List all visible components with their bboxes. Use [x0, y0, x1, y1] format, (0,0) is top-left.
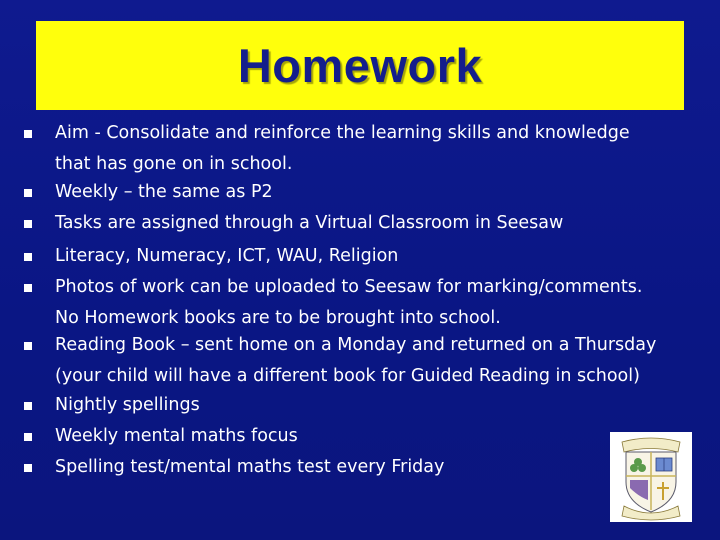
bullet-text: Nightly spellings	[55, 395, 200, 415]
slide-title: Homework	[237, 39, 483, 92]
bullet-text: Photos of work can be uploaded to Seesaw for marking/comments.	[55, 277, 643, 297]
bullet-text: Weekly – the same as P2	[55, 182, 273, 202]
bullet-item-aim	[55, 118, 695, 180]
bullet-item-friday-test	[55, 452, 695, 483]
school-crest-icon	[610, 432, 692, 522]
square-bullet-icon	[24, 284, 32, 292]
bullet-text: Reading Book – sent home on a Monday and returned on a Thursday	[55, 335, 657, 355]
bullet-item-spellings	[55, 390, 695, 421]
bullet-item-photos	[55, 272, 695, 334]
bullet-text: Tasks are assigned through a Virtual Classroom in Seesaw	[55, 213, 564, 233]
square-bullet-icon	[24, 189, 32, 197]
bullet-text: Aim - Consolidate and reinforce the learning skills and knowledge	[55, 123, 630, 143]
bullet-item-mental-maths	[55, 421, 695, 452]
square-bullet-icon	[24, 464, 32, 472]
bullet-item-subjects	[55, 241, 695, 272]
bullet-item-tasks	[55, 208, 695, 239]
square-bullet-icon	[24, 130, 32, 138]
bullet-text: Weekly mental maths focus	[55, 426, 298, 446]
square-bullet-icon	[24, 433, 32, 441]
square-bullet-icon	[24, 253, 32, 261]
bullet-item-reading-book	[55, 330, 695, 392]
square-bullet-icon	[24, 220, 32, 228]
bullet-text: Literacy, Numeracy, ICT, WAU, Religion	[55, 246, 399, 266]
bullet-text-continued: that has gone on in school.	[55, 154, 293, 174]
bullet-text-continued: No Homework books are to be brought into school.	[55, 308, 501, 328]
square-bullet-icon	[24, 402, 32, 410]
square-bullet-icon	[24, 342, 32, 350]
bullet-text: Spelling test/mental maths test every Friday	[55, 457, 445, 477]
bullet-text-continued: (your child will have a different book for Guided Reading in school)	[55, 366, 640, 386]
bullet-item-weekly	[55, 177, 695, 208]
